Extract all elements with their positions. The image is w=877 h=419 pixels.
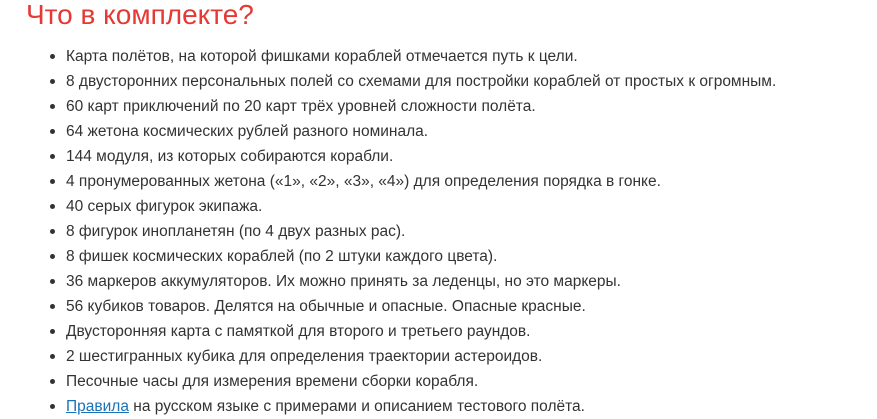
list-item-text: Двусторонняя карта с памяткой для второго и третьего раундов. [66, 323, 531, 340]
list-item [46, 294, 866, 319]
bullet-icon [50, 304, 55, 309]
bullet-icon [50, 129, 55, 134]
list-item-text: 8 двусторонних персональных полей со схемами для постройки кораблей от простых к огромным. [66, 73, 777, 90]
list-item-text: 144 модуля, из которых собираются корабли. [66, 148, 394, 165]
list-item-rules [46, 394, 866, 419]
bullet-icon [50, 404, 55, 409]
list-item-text: Карта полётов, на которой фишками кораблей отмечается путь к цели. [66, 48, 578, 65]
bullet-icon [50, 204, 55, 209]
bullet-icon [50, 229, 55, 234]
rules-link[interactable]: Правила [66, 398, 129, 415]
list-item-text: 64 жетона космических рублей разного номинала. [66, 123, 429, 140]
list-item [46, 119, 866, 144]
list-item [46, 144, 866, 169]
list-item [46, 94, 866, 119]
list-item [46, 44, 866, 69]
list-item-text: 36 маркеров аккумуляторов. Их можно принять за леденцы, но это маркеры. [66, 273, 621, 290]
list-item [46, 269, 866, 294]
list-item [46, 69, 866, 94]
list-item-text: 8 фигурок инопланетян (по 4 двух разных рас). [66, 223, 406, 240]
list-item-text: Песочные часы для измерения времени сборки корабля. [66, 373, 479, 390]
bullet-icon [50, 354, 55, 359]
section-heading: Что в комплекте? [26, 0, 254, 30]
list-item-text: 2 шестигранных кубика для определения траектории астероидов. [66, 348, 543, 365]
list-item-text: 60 карт приключений по 20 карт трёх уровней сложности полёта. [66, 98, 536, 115]
list-item-text: 8 фишек космических кораблей (по 2 штуки каждого цвета). [66, 248, 498, 265]
contents-list [46, 44, 866, 419]
bullet-icon [50, 54, 55, 59]
bullet-icon [50, 254, 55, 259]
list-item-text: 56 кубиков товаров. Делятся на обычные и опасные. Опасные красные. [66, 298, 586, 315]
list-item-text: 4 пронумерованных жетона («1», «2», «3», «4») для определения порядка в гонке. [66, 173, 661, 190]
bullet-icon [50, 154, 55, 159]
bullet-icon [50, 329, 55, 334]
list-item [46, 194, 866, 219]
list-item [46, 344, 866, 369]
bullet-icon [50, 104, 55, 109]
list-item [46, 319, 866, 344]
list-item [46, 244, 866, 269]
bullet-icon [50, 179, 55, 184]
bullet-icon [50, 79, 55, 84]
list-item [46, 219, 866, 244]
bullet-icon [50, 379, 55, 384]
list-item-text: 40 серых фигурок экипажа. [66, 198, 263, 215]
list-item-text: на русском языке с примерами и описанием тестового полёта. [128, 398, 585, 415]
bullet-icon [50, 279, 55, 284]
list-item [46, 169, 866, 194]
list-item [46, 369, 866, 394]
